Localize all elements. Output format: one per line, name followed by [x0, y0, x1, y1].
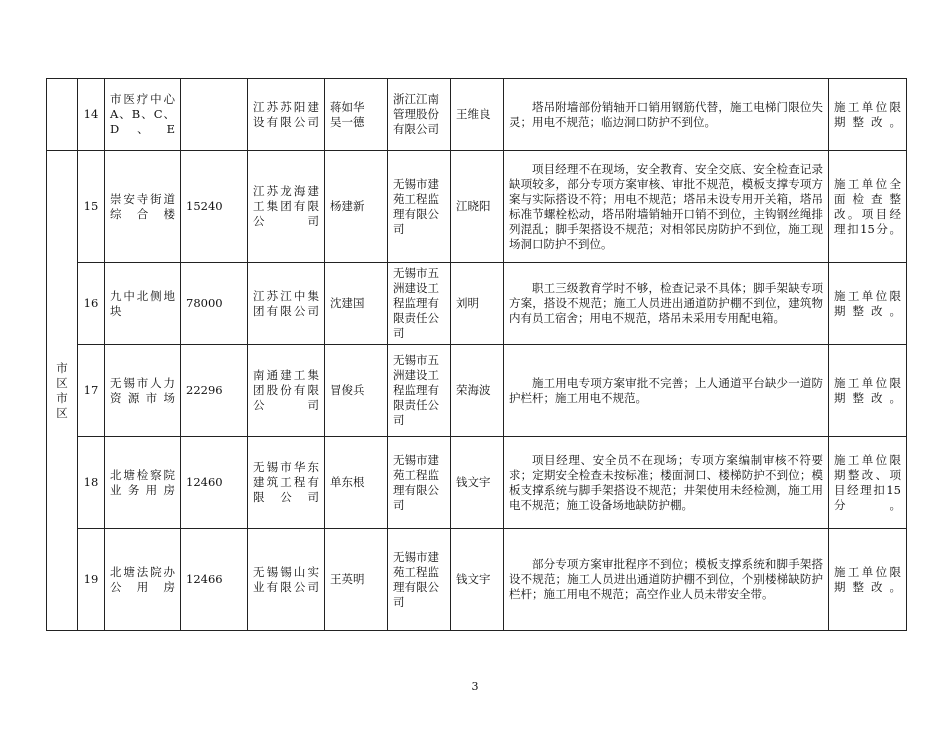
- inspection-table: [46, 78, 907, 631]
- construction-unit: 江苏苏阳建设有限公司: [248, 79, 325, 151]
- building-area: 12460: [181, 437, 248, 529]
- district-cell: [47, 151, 78, 631]
- project-manager: 杨建新: [325, 151, 388, 263]
- chief-supervisor: 荣海波: [451, 345, 504, 437]
- construction-unit: 南通建工集团股份有限公司: [248, 345, 325, 437]
- project-name: [105, 79, 181, 151]
- table-row: [47, 345, 907, 437]
- supervision-unit: 无锡市建苑工程监理有限公司: [388, 437, 451, 529]
- issues-found: 施工用电专项方案审批不完善；上人通道平台缺少一道防护栏杆；施工用电不规范。: [504, 345, 829, 437]
- table-row: [47, 79, 907, 151]
- project-name-line-1: 市医疗中心 A、B、C、D、E: [110, 92, 175, 136]
- row-number: 17: [78, 345, 105, 437]
- construction-unit: 无锡锡山实业有限公司: [248, 529, 325, 631]
- row-number: 15: [78, 151, 105, 263]
- project-name: 无锡市人力资源市场: [105, 345, 181, 437]
- district-blank-cell: [47, 79, 78, 151]
- table-body: [47, 79, 907, 631]
- table-row: [47, 263, 907, 345]
- chief-supervisor: 王维良: [451, 79, 504, 151]
- project-manager: 冒俊兵: [325, 345, 388, 437]
- building-area: 78000: [181, 263, 248, 345]
- handling-result: 施工单位限期整改。: [829, 345, 907, 437]
- issues-found: 项目经理不在现场，安全教育、安全交底、安全检查记录缺项较多，部分专项方案审核、审批不规范，模板支撑专项方案与实际搭设不符；用电不规范；塔吊未设专用开关箱，塔吊标准节螺栓松动，塔吊附墙销轴开口销不到位，主钩钢丝绳排列混乱；脚手架搭设不规范；对相邻民房防护不到位，施工现场洞口防护不到位。: [504, 151, 829, 263]
- project-manager: 蒋如华 吴一德: [325, 79, 388, 151]
- supervision-unit: 无锡市五洲建设工程监理有限责任公司: [388, 263, 451, 345]
- supervision-unit: 无锡市建苑工程监理有限公司: [388, 151, 451, 263]
- row-number: 18: [78, 437, 105, 529]
- handling-result: 施工单位全面检查整改。项目经理扣15分。: [829, 151, 907, 263]
- handling-result: 施工单位限期整改。: [829, 263, 907, 345]
- district-char: 区: [56, 375, 68, 390]
- handling-result: 施工单位限期整改、项目经理扣15分。: [829, 437, 907, 529]
- supervision-unit: 无锡市五洲建设工程监理有限责任公司: [388, 345, 451, 437]
- building-area: [181, 79, 248, 151]
- district-char: 市: [56, 360, 68, 375]
- project-name: 九中北侧地块: [105, 263, 181, 345]
- table-row: [47, 437, 907, 529]
- construction-unit: 江苏龙海建工集团有限公司: [248, 151, 325, 263]
- project-manager: 单东根: [325, 437, 388, 529]
- construction-unit: 江苏江中集团有限公司: [248, 263, 325, 345]
- table-row: [47, 151, 907, 263]
- project-name: 北塘法院办公用房: [105, 529, 181, 631]
- building-area: 22296: [181, 345, 248, 437]
- district-char: 市: [56, 390, 68, 405]
- supervision-unit: 无锡市建苑工程监理有限公司: [388, 529, 451, 631]
- construction-unit: 无锡市华东建筑工程有限公司: [248, 437, 325, 529]
- chief-supervisor: 江晓阳: [451, 151, 504, 263]
- project-name: 北塘检察院业务用房: [105, 437, 181, 529]
- handling-result: 施工单位限期整改。: [829, 79, 907, 151]
- table-row: [47, 529, 907, 631]
- project-manager: 沈建国: [325, 263, 388, 345]
- issues-found: 塔吊附墙部份销轴开口销用钢筋代替，施工电梯门限位失灵；用电不规范；临边洞口防护不到位。: [504, 79, 829, 151]
- supervision-unit: 浙江江南管理股份有限公司: [388, 79, 451, 151]
- chief-supervisor: 钱文宇: [451, 437, 504, 529]
- district-char: 区: [56, 405, 68, 420]
- issues-found: 部分专项方案审批程序不到位；模板支撑系统和脚手架搭设不规范；施工人员进出通道防护棚不到位，个别楼梯缺防护栏杆；施工用电不规范；高空作业人员未带安全带。: [504, 529, 829, 631]
- project-name: 崇安寺街道综合楼: [105, 151, 181, 263]
- chief-supervisor: 钱文宇: [451, 529, 504, 631]
- row-number: 16: [78, 263, 105, 345]
- building-area: 12466: [181, 529, 248, 631]
- issues-found: 职工三级教育学时不够，检查记录不具体；脚手架缺专项方案，搭设不规范；施工人员进出通道防护棚不到位，建筑物内有员工宿舍；用电不规范，塔吊未采用专用配电箱。: [504, 263, 829, 345]
- building-area: 15240: [181, 151, 248, 263]
- row-number: 14: [78, 79, 105, 151]
- chief-supervisor: 刘明: [451, 263, 504, 345]
- issues-found: 项目经理、安全员不在现场；专项方案编制审核不符要求；定期安全检查未按标准；楼面洞口、楼梯防护不到位；模板支撑系统与脚手架搭设不规范；井架使用未经检测，施工用电不规范；施工设备场地缺防护棚。: [504, 437, 829, 529]
- page-number: 3: [471, 680, 479, 693]
- handling-result: 施工单位限期整改。: [829, 529, 907, 631]
- row-number: 19: [78, 529, 105, 631]
- project-manager: 王英明: [325, 529, 388, 631]
